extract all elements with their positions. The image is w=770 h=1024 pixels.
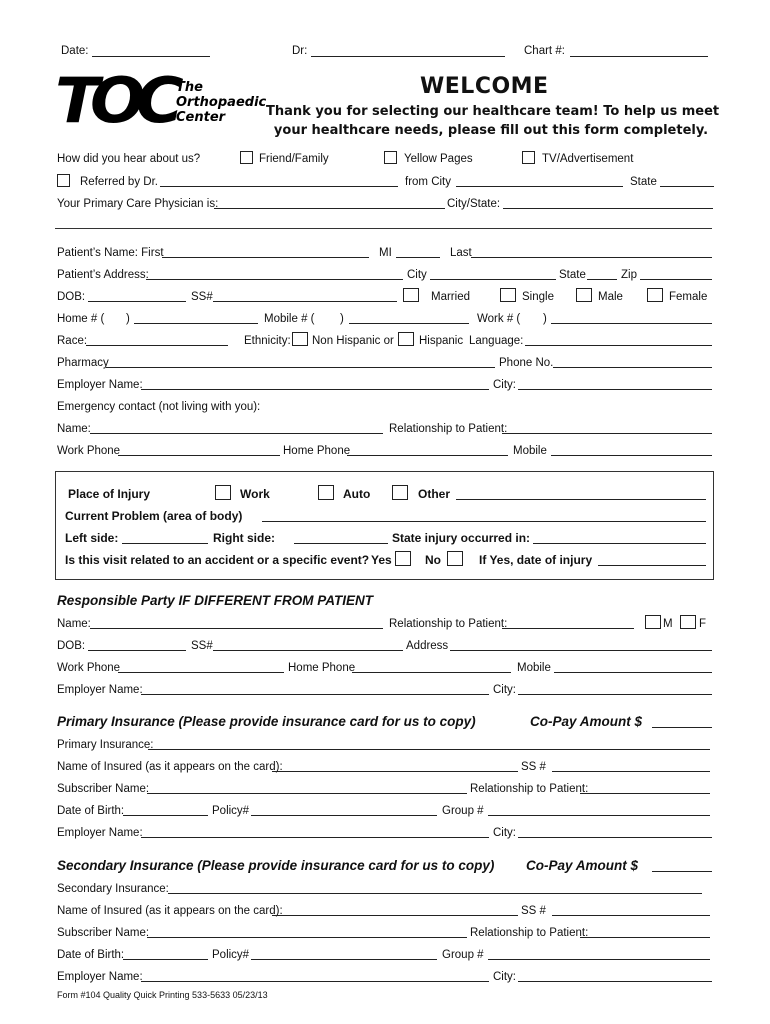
injury-work-checkbox[interactable] (215, 485, 231, 500)
primary-group-label: Group # (442, 805, 484, 817)
secondary-heading: Secondary Insurance (Please provide insurance card for us to copy) (57, 858, 495, 873)
primary-insured-label: Name of Insured (as it appears on the card): (57, 761, 283, 773)
welcome-line-2: your healthcare needs, please fill out this form completely. (273, 123, 709, 138)
patient-first-label: Patient’s Name: First (57, 247, 164, 259)
secondary-policy-label: Policy# (212, 949, 250, 961)
work-phone-label: Work # ( (477, 313, 521, 325)
non-hispanic-label: Non Hispanic or (312, 335, 394, 347)
resp-home-label: Home Phone (288, 662, 356, 674)
logo-line-1: The (176, 80, 203, 95)
left-side-field[interactable] (122, 543, 208, 544)
referred-checkbox[interactable] (57, 174, 70, 187)
primary-subscriber-field[interactable] (147, 793, 467, 794)
secondary-policy-field[interactable] (251, 959, 437, 960)
resp-dob-label: DOB: (57, 640, 86, 652)
primary-dob-field[interactable] (123, 815, 208, 816)
female-label: Female (669, 291, 708, 303)
resp-home-field[interactable] (352, 672, 511, 673)
friend-family-label: Friend/Family (259, 153, 329, 165)
resp-f-checkbox[interactable] (680, 615, 696, 629)
resp-mobile-field[interactable] (554, 672, 712, 673)
single-checkbox[interactable] (500, 288, 516, 302)
hispanic-checkbox[interactable] (398, 332, 414, 346)
responsible-heading: Responsible Party IF DIFFERENT FROM PATIENT (57, 593, 374, 608)
current-problem-field[interactable] (262, 521, 706, 522)
emergency-mobile-field[interactable] (551, 455, 712, 456)
patient-dob-label: DOB: (57, 291, 86, 303)
patient-ss-label: SS# (191, 291, 213, 303)
emergency-home-label: Home Phone (283, 445, 351, 457)
secondary-subscriber-label: Subscriber Name: (57, 927, 150, 939)
injury-date-field[interactable] (598, 565, 706, 566)
primary-ss-field[interactable] (552, 771, 710, 772)
date-label: Date: (61, 45, 89, 57)
resp-ss-label: SS# (191, 640, 213, 652)
secondary-ss-label: SS # (521, 905, 546, 917)
patient-last-field[interactable] (471, 257, 712, 258)
right-side-label: Right side: (213, 531, 275, 545)
resp-city-field[interactable] (518, 694, 712, 695)
resp-name-field[interactable] (90, 628, 383, 629)
patient-first-field[interactable] (162, 257, 369, 258)
secondary-insured-field[interactable] (272, 915, 518, 916)
primary-subscriber-label: Subscriber Name: (57, 783, 150, 795)
hear-about-label: How did you hear about us? (57, 153, 201, 165)
right-side-field[interactable] (294, 543, 388, 544)
single-label: Single (522, 291, 554, 303)
pharmacy-label: Pharmacy (57, 357, 109, 369)
primary-dob-label: Date of Birth: (57, 805, 125, 817)
welcome-title: WELCOME (420, 74, 549, 99)
patient-section-divider (55, 228, 712, 229)
pharmacy-field[interactable] (106, 367, 495, 368)
emergency-work-label: Work Phone (57, 445, 121, 457)
doctor-field[interactable] (311, 56, 505, 57)
employer-field[interactable] (141, 389, 489, 390)
welcome-line-1: Thank you for selecting our healthcare team! To help us meet (266, 104, 720, 119)
primary-relationship-label: Relationship to Patient: (470, 783, 589, 795)
resp-m-label: M (663, 618, 673, 630)
toc-logo: TOC (55, 64, 175, 137)
yellow-pages-checkbox[interactable] (384, 151, 397, 164)
primary-policy-field[interactable] (251, 815, 437, 816)
resp-ss-field[interactable] (213, 650, 403, 651)
chart-label: Chart #: (524, 45, 565, 57)
primary-insurance-label: Primary Insurance: (57, 739, 154, 751)
secondary-employer-field[interactable] (141, 981, 489, 982)
resp-f-label: F (699, 618, 707, 630)
secondary-copay-field[interactable] (652, 871, 712, 872)
secondary-relationship-field[interactable] (580, 937, 710, 938)
home-phone-label: Home # ( (57, 313, 105, 325)
married-label: Married (431, 291, 470, 303)
pcp-city-state-field[interactable] (503, 208, 713, 209)
pcp-field[interactable] (214, 208, 445, 209)
primary-heading: Primary Insurance (Please provide insurance card for us to copy) (57, 714, 476, 729)
primary-relationship-field[interactable] (580, 793, 710, 794)
pharmacy-phone-label: Phone No. (499, 357, 554, 369)
patient-zip-label: Zip (621, 269, 637, 281)
secondary-relationship-label: Relationship to Patient: (470, 927, 589, 939)
referred-field[interactable] (160, 186, 398, 187)
friend-family-checkbox[interactable] (240, 151, 253, 164)
hispanic-label: Hispanic (419, 335, 464, 347)
primary-employer-label: Employer Name: (57, 827, 143, 839)
resp-mobile-label: Mobile (517, 662, 551, 674)
accident-yes-checkbox[interactable] (395, 551, 411, 566)
primary-copay-label: Co-Pay Amount $ (530, 714, 643, 729)
injury-auto-label: Auto (343, 487, 371, 501)
male-checkbox[interactable] (576, 288, 592, 302)
primary-employer-field[interactable] (141, 837, 489, 838)
mobile-phone-label: Mobile # ( (264, 313, 315, 325)
secondary-city-label: City: (493, 971, 516, 983)
secondary-group-field[interactable] (488, 959, 710, 960)
ref-state-label: State (630, 176, 657, 188)
language-field[interactable] (525, 345, 712, 346)
home-phone-field[interactable] (134, 323, 258, 324)
emergency-relationship-field[interactable] (502, 433, 712, 434)
work-phone-field[interactable] (551, 323, 712, 324)
secondary-group-label: Group # (442, 949, 484, 961)
accident-no-checkbox[interactable] (447, 551, 463, 566)
pcp-label: Your Primary Care Physician is: (57, 198, 219, 210)
current-problem-label: Current Problem (area of body) (65, 509, 243, 523)
secondary-dob-label: Date of Birth: (57, 949, 125, 961)
secondary-subscriber-field[interactable] (147, 937, 467, 938)
resp-employer-field[interactable] (141, 694, 489, 695)
logo-line-2: Orthopaedic (176, 95, 267, 110)
injury-work-label: Work (240, 487, 270, 501)
chart-field[interactable] (570, 56, 708, 57)
patient-address-label: Patient’s Address: (57, 269, 149, 281)
place-injury-label: Place of Injury (68, 487, 151, 501)
work-paren: ) (543, 313, 547, 325)
patient-state-label: State (559, 269, 586, 281)
emergency-work-field[interactable] (118, 455, 280, 456)
referred-label: Referred by Dr. (80, 176, 158, 188)
accident-yes-label: Yes (371, 553, 392, 567)
mobile-phone-field[interactable] (349, 323, 469, 324)
secondary-employer-label: Employer Name: (57, 971, 143, 983)
primary-policy-label: Policy# (212, 805, 250, 817)
ethnicity-label: Ethnicity: (244, 335, 291, 347)
left-side-label: Left side: (65, 531, 119, 545)
resp-relationship-field[interactable] (502, 628, 634, 629)
accident-no-label: No (425, 553, 441, 567)
non-hispanic-checkbox[interactable] (292, 332, 308, 346)
pcp-city-state-label: City/State: (447, 198, 501, 210)
primary-city-field[interactable] (518, 837, 712, 838)
resp-work-field[interactable] (118, 672, 284, 673)
home-paren: ) (126, 313, 130, 325)
patient-ss-field[interactable] (213, 301, 397, 302)
date-field[interactable] (92, 56, 210, 57)
secondary-insurance-field[interactable] (168, 893, 702, 894)
emergency-heading: Emergency contact (not living with you): (57, 401, 261, 413)
employer-city-field[interactable] (518, 389, 712, 390)
secondary-insurance-label: Secondary Insurance: (57, 883, 169, 895)
primary-insured-field[interactable] (272, 771, 518, 772)
secondary-insured-label: Name of Insured (as it appears on the card): (57, 905, 283, 917)
secondary-copay-label: Co-Pay Amount $ (526, 858, 639, 873)
emergency-name-field[interactable] (90, 433, 383, 434)
resp-name-label: Name: (57, 618, 91, 630)
injury-other-field[interactable] (456, 499, 706, 500)
emergency-mobile-label: Mobile (513, 445, 547, 457)
female-checkbox[interactable] (647, 288, 663, 302)
patient-city-field[interactable] (430, 279, 556, 280)
employer-label: Employer Name: (57, 379, 143, 391)
mobile-paren: ) (340, 313, 344, 325)
emergency-relationship-label: Relationship to Patient: (389, 423, 508, 435)
doctor-label: Dr: (292, 45, 308, 57)
injury-date-label: If Yes, date of injury (479, 553, 593, 567)
form-footer: Form #104 Quality Quick Printing 533-5633 05/23/13 (57, 990, 268, 1000)
language-label: Language: (469, 335, 524, 347)
patient-dob-field[interactable] (88, 301, 186, 302)
resp-address-label: Address (406, 640, 449, 652)
patient-last-label: Last (450, 247, 472, 259)
married-checkbox[interactable] (403, 288, 419, 302)
resp-employer-label: Employer Name: (57, 684, 143, 696)
patient-city-label: City (407, 269, 427, 281)
patient-state-field[interactable] (587, 279, 617, 280)
patient-address-field[interactable] (146, 279, 403, 280)
tv-ad-label: TV/Advertisement (542, 153, 634, 165)
secondary-dob-field[interactable] (123, 959, 208, 960)
emergency-home-field[interactable] (347, 455, 508, 456)
resp-address-field[interactable] (450, 650, 712, 651)
primary-city-label: City: (493, 827, 516, 839)
resp-relationship-label: Relationship to Patient: (389, 618, 508, 630)
patient-zip-field[interactable] (640, 279, 712, 280)
race-field[interactable] (86, 345, 228, 346)
secondary-ss-field[interactable] (552, 915, 710, 916)
state-injury-field[interactable] (533, 543, 706, 544)
pharmacy-phone-field[interactable] (553, 367, 712, 368)
patient-mi-field[interactable] (396, 257, 440, 258)
injury-other-checkbox[interactable] (392, 485, 408, 500)
primary-copay-field[interactable] (652, 727, 712, 728)
injury-auto-checkbox[interactable] (318, 485, 334, 500)
injury-other-label: Other (418, 487, 451, 501)
resp-city-label: City: (493, 684, 516, 696)
primary-group-field[interactable] (488, 815, 710, 816)
state-injury-label: State injury occurred in: (392, 531, 531, 545)
from-city-label: from City (405, 176, 451, 188)
tv-ad-checkbox[interactable] (522, 151, 535, 164)
emergency-name-label: Name: (57, 423, 91, 435)
secondary-city-field[interactable] (518, 981, 712, 982)
primary-insurance-field[interactable] (148, 749, 710, 750)
yellow-pages-label: Yellow Pages (404, 153, 473, 165)
resp-m-checkbox[interactable] (645, 615, 661, 629)
race-label: Race: (57, 335, 88, 347)
resp-dob-field[interactable] (88, 650, 186, 651)
employer-city-label: City: (493, 379, 516, 391)
accident-question: Is this visit related to an accident or a specific event? (65, 553, 370, 567)
from-city-field[interactable] (456, 186, 623, 187)
ref-state-field[interactable] (660, 186, 714, 187)
logo-line-3: Center (176, 110, 226, 125)
patient-mi-label: MI (379, 247, 392, 259)
resp-work-label: Work Phone (57, 662, 121, 674)
primary-ss-label: SS # (521, 761, 546, 773)
male-label: Male (598, 291, 623, 303)
